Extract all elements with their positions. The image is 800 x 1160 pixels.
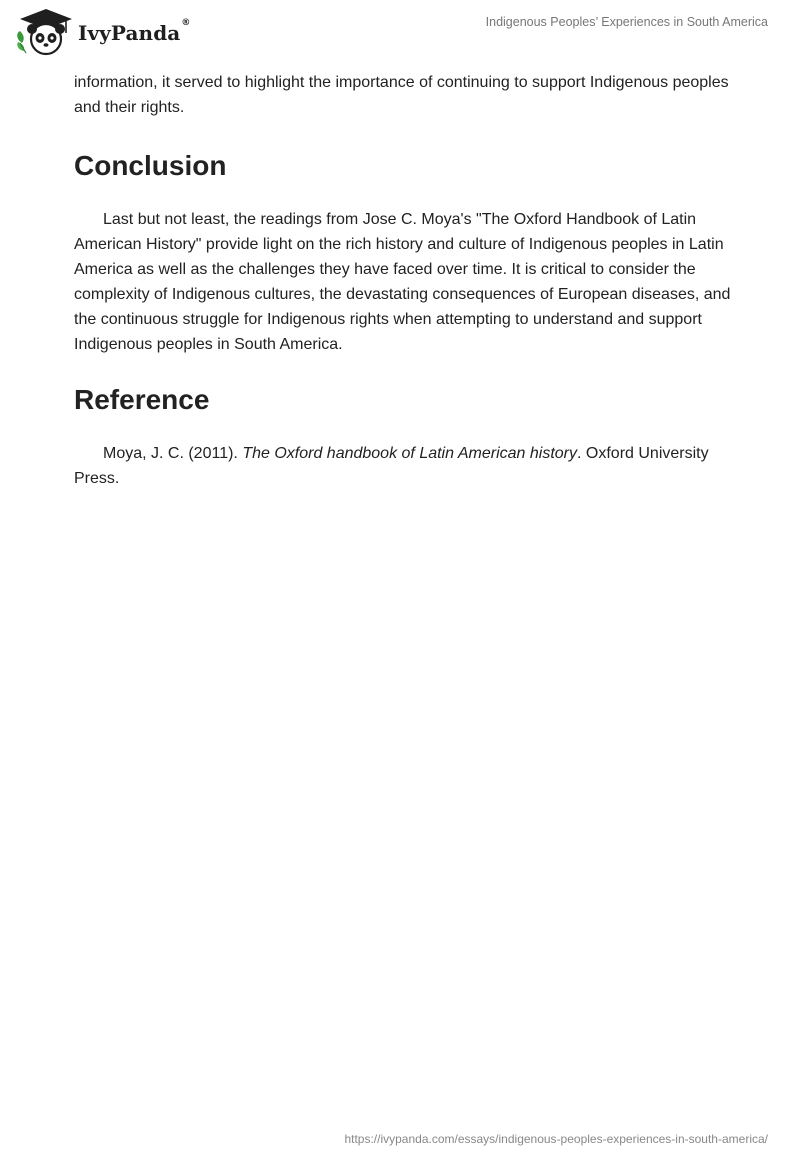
reference-heading: Reference — [74, 384, 210, 415]
conclusion-paragraph: Last but not least, the readings from Jose C. Moya's "The Oxford Handbook of Latin American History" provide light on the rich history and culture of Indigenous peoples in Latin America as well as the challenges they have faced over time. It is critical to consider the complexity of Indigenous cultures, the devastating consequences of European diseases, and the continuous struggle for Indigenous rights when attempting to understand and support Indigenous peoples in South America. — [74, 211, 731, 353]
panda-graduation-cap-icon — [14, 7, 78, 57]
page-header — [0, 0, 800, 64]
running-title: Indigenous Peoples’ Experiences in South America — [485, 15, 768, 29]
brand-name: IvyPanda — [78, 21, 181, 45]
citation-title: The Oxford handbook of Latin American history — [242, 445, 578, 462]
essay-content — [74, 70, 734, 491]
continuation-paragraph: information, it served to highlight the importance of continuing to support Indigenous peoples and their rights. — [74, 74, 729, 116]
ivypanda-logo[interactable] — [14, 8, 190, 56]
source-url[interactable]: https://ivypanda.com/essays/indigenous-peoples-experiences-in-south-america/ — [344, 1132, 768, 1146]
conclusion-heading: Conclusion — [74, 150, 227, 181]
citation-prefix: Moya, J. C. (2011). — [103, 445, 243, 462]
registered-mark: ® — [181, 18, 191, 28]
citation-suffix: . Oxford University Press. — [74, 445, 709, 487]
reference-citation — [74, 441, 734, 491]
